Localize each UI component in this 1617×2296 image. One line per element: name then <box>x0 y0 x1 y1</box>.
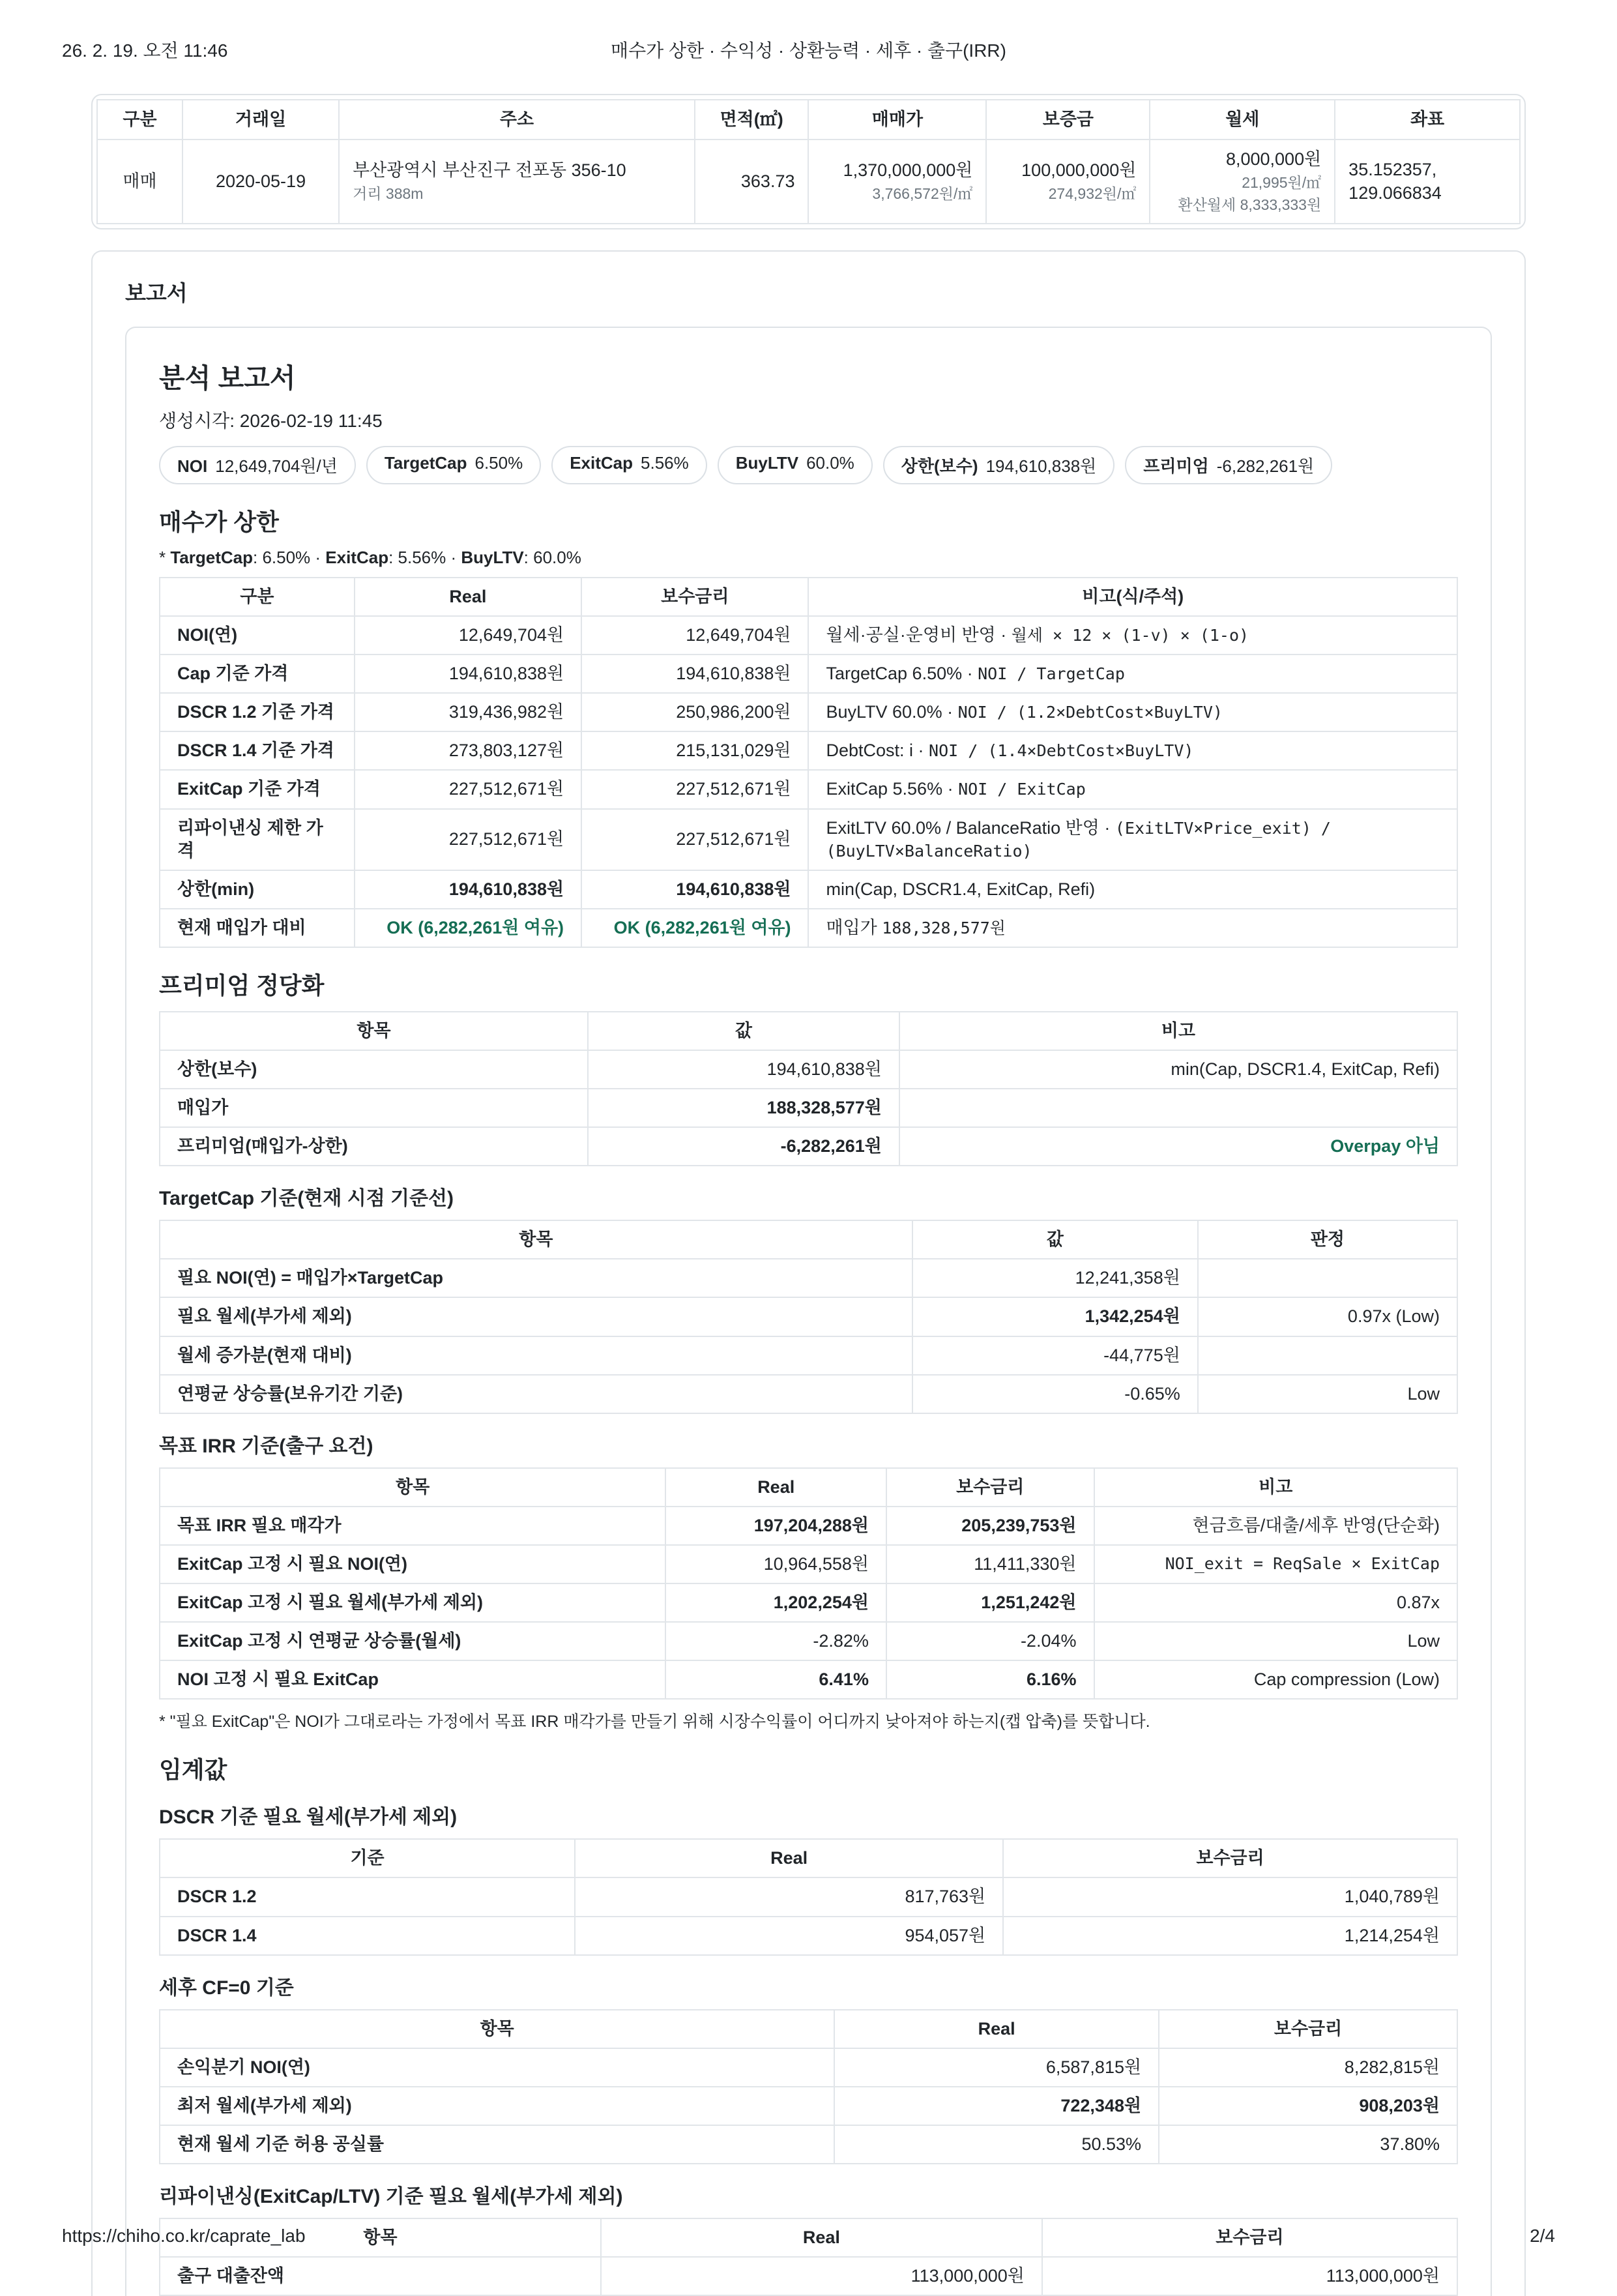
listing-coords: 35.152357, 129.066834 <box>1335 140 1520 224</box>
col-item: 항목 <box>160 1468 665 1507</box>
real-value: 10,964,558원 <box>665 1545 886 1583</box>
real-value: 273,803,127원 <box>355 731 581 770</box>
note-text: min(Cap, DSCR1.4, ExitCap, Refi) <box>826 879 1096 899</box>
note-cell: Low <box>1094 1622 1458 1660</box>
row-label: 출구 대출잔액 <box>160 2257 601 2295</box>
table-row <box>160 1545 1457 1583</box>
subsection-title-irr: 목표 IRR 기준(출구 요건) <box>159 1435 373 1457</box>
table-row <box>160 2125 1457 2164</box>
row-label: 손익분기 NOI(연) <box>160 2048 834 2087</box>
col-item: 항목 <box>160 1220 912 1259</box>
row-label: DSCR 1.4 <box>160 1917 575 1955</box>
real-value: 194,610,838원 <box>355 870 581 909</box>
listing-type: 매매 <box>97 140 182 224</box>
assumption-value: : 5.56% · <box>388 547 461 567</box>
badge-buyltv <box>718 446 873 484</box>
listing-date: 2020-05-19 <box>182 140 339 224</box>
real-value: 319,436,982원 <box>355 693 581 731</box>
table-row <box>160 1375 1457 1413</box>
conservative-value: -2.04% <box>886 1622 1094 1660</box>
rent-main: 8,000,000원 <box>1225 149 1322 169</box>
listing-area: 363.73 <box>695 140 809 224</box>
real-value: 12,649,704원 <box>355 616 581 655</box>
col-criterion: 기준 <box>160 1839 575 1877</box>
row-label: NOI(연) <box>160 616 355 655</box>
formula-text: (ExitLTV×Price_exit) / (BuyLTV×BalanceRatio) <box>826 818 1331 861</box>
conservative-value: 11,411,330원 <box>886 1545 1094 1583</box>
print-title: 매수가 상한 · 수익성 · 상환능력 · 세후 · 출구(IRR) <box>611 40 1006 61</box>
conservative-value: 194,610,838원 <box>581 870 808 909</box>
address-text: 부산광역시 부산진구 전포동 356-10 <box>353 160 626 181</box>
col-conservative: 보수금리 <box>1159 2010 1457 2048</box>
aftertax-table <box>159 2009 1458 2164</box>
note-text: 매입가 <box>826 917 882 937</box>
page-number: 2/4 <box>1530 2226 1555 2246</box>
col-note: 비고(식/주석) <box>808 578 1457 616</box>
conservative-value: 8,282,815원 <box>1159 2048 1457 2087</box>
col-real: Real <box>834 2010 1159 2048</box>
note-cell <box>808 770 1457 808</box>
row-label: DSCR 1.2 기준 가격 <box>160 693 355 731</box>
distance-text: 거리 388m <box>353 185 424 203</box>
col-real: Real <box>601 2218 1042 2257</box>
conservative-value: 205,239,753원 <box>886 1507 1094 1545</box>
col-area: 면적(㎡) <box>695 100 809 140</box>
conservative-value: 1,040,789원 <box>1003 1877 1457 1916</box>
row-label: 현재 월세 기준 허용 공실률 <box>160 2125 834 2164</box>
note-cell <box>808 693 1457 731</box>
note-text: ExitCap 5.56% · <box>826 779 959 799</box>
assumption-value: : 60.0% <box>523 547 581 567</box>
real-value: 50.53% <box>834 2125 1159 2164</box>
rent-per-sqm: 21,995원/㎡ <box>1242 174 1322 192</box>
col-real: Real <box>665 1468 886 1507</box>
col-conservative: 보수금리 <box>581 578 808 616</box>
col-value: 값 <box>912 1220 1198 1259</box>
row-label: 목표 IRR 필요 매각가 <box>160 1507 665 1545</box>
col-real: Real <box>355 578 581 616</box>
col-item: 항목 <box>160 2218 601 2257</box>
badge-value: 60.0% <box>806 452 854 473</box>
table-row <box>160 616 1457 655</box>
conservative-value: 250,986,200원 <box>581 693 808 731</box>
badge-premium <box>1125 446 1332 484</box>
generated-at: 생성시각: 2026-02-19 11:45 <box>159 410 383 431</box>
col-deposit: 보증금 <box>986 100 1150 140</box>
real-value: 1,202,254원 <box>665 1583 886 1622</box>
row-label: 상한(min) <box>160 870 355 909</box>
note-text: TargetCap 6.50% · <box>826 664 978 684</box>
assumption-key: ExitCap <box>325 547 389 567</box>
row-label: 리파이낸싱 제한 가격 <box>160 809 355 870</box>
deposit-per-sqm: 274,932원/㎡ <box>1048 185 1137 203</box>
assumption-prefix: * <box>159 547 171 567</box>
col-item: 항목 <box>160 2010 834 2048</box>
report-card-title: 보고서 <box>125 280 188 305</box>
value-cell: -6,282,261원 <box>588 1127 899 1166</box>
conservative-value: 215,131,029원 <box>581 731 808 770</box>
col-label: 구분 <box>160 578 355 616</box>
value-cell: 1,342,254원 <box>912 1297 1198 1336</box>
real-value: 194,610,838원 <box>355 655 581 693</box>
verdict-cell: Low <box>1198 1375 1457 1413</box>
conservative-value: OK (6,282,261원 여유) <box>581 909 808 947</box>
real-value: 113,000,000원 <box>601 2257 1042 2295</box>
formula-text: NOI / TargetCap <box>978 664 1125 684</box>
table-row <box>160 1336 1457 1375</box>
table-row <box>160 1660 1457 1699</box>
col-coords: 좌표 <box>1335 100 1520 140</box>
row-label: 프리미엄(매입가-상한) <box>160 1127 588 1166</box>
table-header-row <box>160 1220 1457 1259</box>
price-per-sqm: 3,766,572원/㎡ <box>872 185 973 203</box>
formula-text: 188,328,577원 <box>882 918 1006 937</box>
badge-value: 6.50% <box>474 452 523 473</box>
conservative-value: 113,000,000원 <box>1042 2257 1457 2295</box>
irr-footnote: * "필요 ExitCap"은 NOI가 그대로라는 가정에서 목표 IRR 매각가를 만들기 위해 시장수익률이 어디까지 낮아져야 하는지(캡 압축)를 뜻합니다. <box>159 1713 1150 1731</box>
badge-noi <box>159 446 356 484</box>
badge-targetcap <box>366 446 541 484</box>
row-label: ExitCap 고정 시 필요 NOI(연) <box>160 1545 665 1583</box>
real-value: 954,057원 <box>575 1917 1003 1955</box>
analysis-title: 분석 보고서 <box>159 362 296 393</box>
table-row <box>160 693 1457 731</box>
subsection-title-aftertax: 세후 CF=0 기준 <box>159 1977 294 1999</box>
row-label: NOI 고정 시 필요 ExitCap <box>160 1660 665 1699</box>
row-label: DSCR 1.4 기준 가격 <box>160 731 355 770</box>
row-label: Cap 기준 가격 <box>160 655 355 693</box>
irr-table <box>159 1467 1458 1700</box>
listing-price <box>808 140 986 224</box>
conservative-value: 908,203원 <box>1159 2087 1457 2125</box>
real-value: 227,512,671원 <box>355 770 581 808</box>
badge-value: -6,282,261원 <box>1216 456 1315 476</box>
col-type: 구분 <box>97 100 182 140</box>
badge-exitcap <box>551 446 707 484</box>
section-title-threshold: 임계값 <box>159 1756 227 1784</box>
real-value: 817,763원 <box>575 1877 1003 1916</box>
table-row <box>160 909 1457 947</box>
row-label: ExitCap 고정 시 연평균 상승률(월세) <box>160 1622 665 1660</box>
analysis-card <box>125 327 1492 2296</box>
note-cell: min(Cap, DSCR1.4, ExitCap, Refi) <box>899 1050 1457 1089</box>
premium-table <box>159 1011 1458 1166</box>
listing-card <box>91 94 1526 229</box>
row-label: 매입가 <box>160 1089 588 1127</box>
col-conservative: 보수금리 <box>1042 2218 1457 2257</box>
conservative-value: 1,214,254원 <box>1003 1917 1457 1955</box>
listing-table <box>96 99 1521 224</box>
table-header-row <box>160 1468 1457 1507</box>
table-row <box>160 1089 1457 1127</box>
table-row <box>160 1507 1457 1545</box>
report-card <box>91 250 1526 2296</box>
assumption-key: BuyLTV <box>461 547 524 567</box>
col-item: 항목 <box>160 1012 588 1050</box>
conservative-value: 1,251,242원 <box>886 1583 1094 1622</box>
rent-converted: 환산월세 8,333,333원 <box>1178 196 1322 214</box>
col-real: Real <box>575 1839 1003 1877</box>
note-cell: NOI_exit = ReqSale × ExitCap <box>1094 1545 1458 1583</box>
table-row <box>160 1297 1457 1336</box>
note-cell: 현금흐름/대출/세후 반영(단순화) <box>1094 1507 1458 1545</box>
table-row <box>160 655 1457 693</box>
real-value: OK (6,282,261원 여유) <box>355 909 581 947</box>
col-address: 주소 <box>339 100 695 140</box>
note-text: 월세·공실·운영비 반영 · <box>826 625 1012 645</box>
table-row <box>160 870 1457 909</box>
row-label: ExitCap 고정 시 필요 월세(부가세 제외) <box>160 1583 665 1622</box>
formula-text: NOI / (1.2×DebtCost×BuyLTV) <box>957 703 1223 722</box>
col-rent: 월세 <box>1150 100 1335 140</box>
assumption-note <box>159 548 1458 568</box>
note-cell: Cap compression (Low) <box>1094 1660 1458 1699</box>
badge-value: 194,610,838원 <box>985 456 1097 476</box>
table-row <box>160 1050 1457 1089</box>
value-cell: -44,775원 <box>912 1336 1198 1375</box>
note-cell <box>808 731 1457 770</box>
listing-header-row <box>97 100 1520 140</box>
subsection-title-targetcap: TargetCap 기준(현재 시점 기준선) <box>159 1188 454 1210</box>
col-conservative: 보수금리 <box>1003 1839 1457 1877</box>
verdict-cell: 0.97x (Low) <box>1198 1297 1457 1336</box>
table-header-row <box>160 1012 1457 1050</box>
table-row <box>160 770 1457 808</box>
price-main: 1,370,000,000원 <box>843 160 973 181</box>
col-note: 비고 <box>899 1012 1457 1050</box>
subsection-title-dscr: DSCR 기준 필요 월세(부가세 제외) <box>159 1806 458 1829</box>
targetcap-table <box>159 1220 1458 1413</box>
badge-cap-conservative <box>883 446 1114 484</box>
conservative-value: 37.80% <box>1159 2125 1457 2164</box>
table-row <box>160 1622 1457 1660</box>
note-text: DebtCost: i · <box>826 741 929 761</box>
row-label: 상한(보수) <box>160 1050 588 1089</box>
table-row <box>160 1583 1457 1622</box>
conservative-value: 227,512,671원 <box>581 809 808 870</box>
badge-value: 5.56% <box>641 452 689 473</box>
badge-label: NOI <box>177 456 208 476</box>
conservative-value: 194,610,838원 <box>581 655 808 693</box>
verdict-cell <box>1198 1259 1457 1297</box>
table-row <box>160 1127 1457 1166</box>
real-value: 227,512,671원 <box>355 809 581 870</box>
row-label: ExitCap 기준 가격 <box>160 770 355 808</box>
conservative-value: 227,512,671원 <box>581 770 808 808</box>
col-note: 비고 <box>1094 1468 1458 1507</box>
note-cell: 0.87x <box>1094 1583 1458 1622</box>
subsection-title-refi: 리파이낸싱(ExitCap/LTV) 기준 필요 월세(부가세 제외) <box>159 2185 623 2207</box>
row-label: 현재 매입가 대비 <box>160 909 355 947</box>
note-cell <box>808 870 1457 909</box>
assumption-value: : 6.50% · <box>253 547 326 567</box>
table-header-row <box>160 578 1457 616</box>
col-price: 매매가 <box>808 100 986 140</box>
section-title-premium: 프리미엄 정당화 <box>159 971 325 999</box>
conservative-value: 6.16% <box>886 1660 1094 1699</box>
section-title-cap: 매수가 상한 <box>159 508 279 535</box>
listing-address <box>339 140 695 224</box>
row-label: 월세 증가분(현재 대비) <box>160 1336 912 1375</box>
note-cell <box>808 655 1457 693</box>
col-verdict: 판정 <box>1198 1220 1457 1259</box>
formula-text: 월세 × 12 × (1-v) × (1-o) <box>1011 626 1249 645</box>
value-cell: 194,610,838원 <box>588 1050 899 1089</box>
badge-label: 프리미엄 <box>1143 456 1209 476</box>
dscr-table <box>159 1838 1458 1955</box>
formula-text: NOI / (1.4×DebtCost×BuyLTV) <box>929 741 1194 761</box>
real-value: 722,348원 <box>834 2087 1159 2125</box>
note-text: BuyLTV 60.0% · <box>826 702 958 722</box>
listing-deposit <box>986 140 1150 224</box>
value-cell: 12,241,358원 <box>912 1259 1198 1297</box>
table-row <box>160 1917 1457 1955</box>
col-conservative: 보수금리 <box>886 1468 1094 1507</box>
real-value: 197,204,288원 <box>665 1507 886 1545</box>
real-value: 6,587,815원 <box>834 2048 1159 2087</box>
listing-row <box>97 140 1520 224</box>
row-label: 최저 월세(부가세 제외) <box>160 2087 834 2125</box>
row-label: 연평균 상승률(보유기간 기준) <box>160 1375 912 1413</box>
badge-value: 12,649,704원/년 <box>215 456 338 476</box>
note-cell <box>808 616 1457 655</box>
badge-label: TargetCap <box>384 452 467 473</box>
badge-label: ExitCap <box>570 452 634 473</box>
badge-label: 상한(보수) <box>901 456 978 476</box>
value-cell: 188,328,577원 <box>588 1089 899 1127</box>
listing-rent <box>1150 140 1335 224</box>
real-value: -2.82% <box>665 1622 886 1660</box>
col-value: 값 <box>588 1012 899 1050</box>
cap-table <box>159 577 1458 948</box>
table-row <box>160 809 1457 870</box>
print-timestamp: 26. 2. 19. 오전 11:46 <box>62 40 228 61</box>
table-row <box>160 731 1457 770</box>
badge-row <box>159 446 1458 484</box>
table-row <box>160 1259 1457 1297</box>
print-footer <box>62 2226 1555 2246</box>
verdict-cell <box>1198 1336 1457 1375</box>
deposit-main: 100,000,000원 <box>1021 160 1137 181</box>
row-label: 필요 월세(부가세 제외) <box>160 1297 912 1336</box>
note-cell <box>899 1089 1457 1127</box>
table-row <box>160 2048 1457 2087</box>
note-text: ExitLTV 60.0% / BalanceRatio 반영 · <box>826 817 1115 838</box>
value-cell: -0.65% <box>912 1375 1198 1413</box>
real-value: 6.41% <box>665 1660 886 1699</box>
row-label: 필요 NOI(연) = 매입가×TargetCap <box>160 1259 912 1297</box>
assumption-key: TargetCap <box>170 547 253 567</box>
conservative-value: 12,649,704원 <box>581 616 808 655</box>
table-header-row <box>160 2010 1457 2048</box>
col-date: 거래일 <box>182 100 339 140</box>
note-cell: Overpay 아님 <box>899 1127 1457 1166</box>
formula-text: NOI / ExitCap <box>958 780 1086 799</box>
badge-label: BuyLTV <box>735 452 799 473</box>
note-cell <box>808 909 1457 947</box>
print-header <box>62 37 1555 64</box>
table-header-row <box>160 1839 1457 1877</box>
table-row <box>160 1877 1457 1916</box>
row-label: DSCR 1.2 <box>160 1877 575 1916</box>
note-cell <box>808 809 1457 870</box>
table-row <box>160 2087 1457 2125</box>
table-row <box>160 2257 1457 2295</box>
footer-url: https://chiho.co.kr/caprate_lab <box>62 2226 306 2246</box>
